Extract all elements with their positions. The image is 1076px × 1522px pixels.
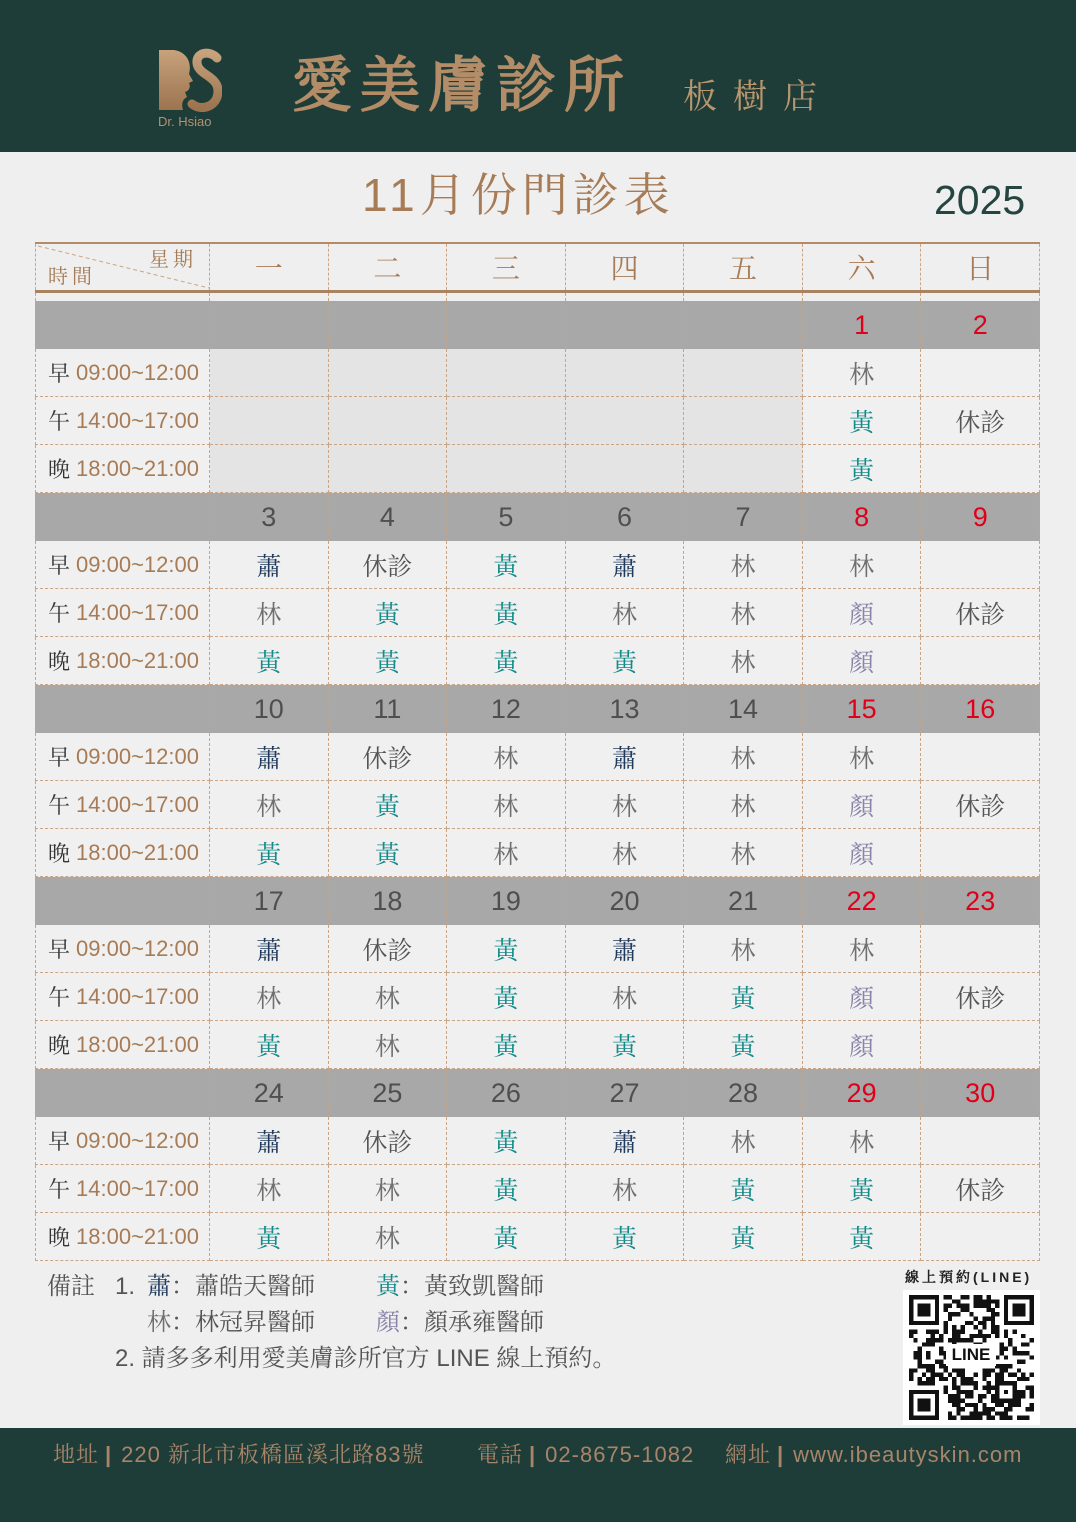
schedule-cell: 黃 xyxy=(210,637,329,685)
schedule-cell: 黃 xyxy=(329,781,448,829)
schedule-body xyxy=(35,301,1040,1261)
date-cell: 3 xyxy=(210,493,329,541)
weekday-thu: 四 xyxy=(566,244,685,290)
schedule-cell xyxy=(329,445,448,493)
corner-cell xyxy=(35,244,210,290)
schedule-cell: 休診 xyxy=(921,781,1040,829)
spacer-cell xyxy=(210,293,329,301)
legend-abbr-yan: 顏 xyxy=(376,1309,400,1336)
date-row-time-cell xyxy=(35,877,210,925)
week-date-row xyxy=(35,301,1040,349)
session-row xyxy=(35,445,1040,493)
session-row xyxy=(35,637,1040,685)
session-time-cell xyxy=(35,781,210,829)
logo-caption: Dr. Hsiao xyxy=(158,114,212,129)
schedule-cell: 黃 xyxy=(447,1165,566,1213)
session-label: 午 xyxy=(48,601,71,626)
schedule-cell: 黃 xyxy=(566,1213,685,1261)
schedule-cell: 休診 xyxy=(329,925,448,973)
spacer-cell xyxy=(803,293,922,301)
schedule-cell xyxy=(210,349,329,397)
schedule-cell: 黃 xyxy=(210,1213,329,1261)
date-row-time-cell xyxy=(35,685,210,733)
session-label: 晚 xyxy=(48,1225,71,1250)
line-qr-code xyxy=(903,1290,1040,1425)
schedule-cell: 林 xyxy=(684,733,803,781)
session-row xyxy=(35,1213,1040,1261)
schedule-cell: 黃 xyxy=(684,1165,803,1213)
session-time-cell xyxy=(35,397,210,445)
legend-name-yan: ：顏承雍醫師 xyxy=(400,1309,544,1336)
schedule-cell xyxy=(921,1021,1040,1069)
date-cell: 11 xyxy=(329,685,448,733)
spacer-cell xyxy=(921,293,1040,301)
note-1-number: 1. xyxy=(115,1273,136,1300)
schedule-cell: 林 xyxy=(447,733,566,781)
date-cell: 19 xyxy=(447,877,566,925)
qr-center-label: LINE xyxy=(946,1344,996,1366)
session-label: 午 xyxy=(48,409,71,434)
date-cell: 1 xyxy=(803,301,922,349)
schedule-cell: 林 xyxy=(210,781,329,829)
session-label: 早 xyxy=(48,745,71,770)
schedule-cell: 黃 xyxy=(447,541,566,589)
session-label: 早 xyxy=(48,937,71,962)
schedule-cell xyxy=(447,349,566,397)
schedule-cell: 黃 xyxy=(447,1213,566,1261)
session-time-cell xyxy=(35,637,210,685)
session-row xyxy=(35,1117,1040,1165)
date-cell: 16 xyxy=(921,685,1040,733)
date-cell: 22 xyxy=(803,877,922,925)
session-time: 14:00~17:00 xyxy=(76,791,199,817)
session-time-cell xyxy=(35,925,210,973)
phone-value: 02-8675-1082 xyxy=(545,1442,695,1467)
schedule-cell xyxy=(921,445,1040,493)
date-cell: 18 xyxy=(329,877,448,925)
session-time-cell xyxy=(35,829,210,877)
date-cell: 20 xyxy=(566,877,685,925)
address-value: 220 新北市板橋區溪北路83號 xyxy=(121,1442,425,1467)
session-time: 09:00~12:00 xyxy=(76,359,199,385)
weekday-fri: 五 xyxy=(684,244,803,290)
clinic-logo-icon xyxy=(156,46,222,114)
schedule-cell: 林 xyxy=(329,1021,448,1069)
schedule-cell xyxy=(921,829,1040,877)
session-row xyxy=(35,589,1040,637)
schedule-cell: 顏 xyxy=(803,637,922,685)
session-time: 14:00~17:00 xyxy=(76,407,199,433)
schedule-cell: 蕭 xyxy=(210,733,329,781)
spacer-cell xyxy=(447,293,566,301)
session-row xyxy=(35,781,1040,829)
date-cell: 5 xyxy=(447,493,566,541)
date-cell: 10 xyxy=(210,685,329,733)
session-time-cell xyxy=(35,733,210,781)
session-label: 早 xyxy=(48,361,71,386)
qr-caption: 線上預約(LINE) xyxy=(905,1269,1033,1285)
schedule-cell: 黃 xyxy=(329,637,448,685)
session-label: 晚 xyxy=(48,1033,71,1058)
schedule-cell: 林 xyxy=(566,589,685,637)
week-date-row xyxy=(35,877,1040,925)
schedule-cell xyxy=(921,925,1040,973)
date-cell: 17 xyxy=(210,877,329,925)
session-time-cell xyxy=(35,1021,210,1069)
session-label: 晚 xyxy=(48,457,71,482)
schedule-cell: 黃 xyxy=(447,1021,566,1069)
footer-banner xyxy=(0,1428,1076,1522)
schedule-cell: 休診 xyxy=(329,541,448,589)
schedule-cell: 林 xyxy=(803,733,922,781)
date-cell: 4 xyxy=(329,493,448,541)
schedule-cell: 林 xyxy=(447,781,566,829)
date-cell: 29 xyxy=(803,1069,922,1117)
address-label: 地址 xyxy=(53,1442,100,1467)
schedule-cell: 蕭 xyxy=(210,925,329,973)
schedule-cell xyxy=(921,637,1040,685)
schedule-cell: 蕭 xyxy=(566,733,685,781)
date-cell: 30 xyxy=(921,1069,1040,1117)
session-time-cell xyxy=(35,1165,210,1213)
schedule-cell: 黃 xyxy=(447,973,566,1021)
weekday-header-row xyxy=(35,242,1040,293)
note-2: 2. 請多多利用愛美膚診所官方 LINE 線上預約。 xyxy=(115,1345,617,1372)
schedule-cell: 黃 xyxy=(684,973,803,1021)
schedule-cell xyxy=(566,349,685,397)
schedule-cell: 林 xyxy=(803,541,922,589)
schedule-cell xyxy=(921,541,1040,589)
spacer-cell xyxy=(329,293,448,301)
spacer-cell xyxy=(35,293,210,301)
schedule-cell: 林 xyxy=(210,589,329,637)
schedule-cell: 黃 xyxy=(447,925,566,973)
legend-abbr-huang: 黃 xyxy=(376,1273,400,1300)
schedule-cell: 顏 xyxy=(803,781,922,829)
schedule-cell: 林 xyxy=(447,829,566,877)
weekday-tue: 二 xyxy=(329,244,448,290)
session-label: 午 xyxy=(48,793,71,818)
schedule-cell: 黃 xyxy=(566,637,685,685)
schedule-cell: 黃 xyxy=(210,1021,329,1069)
schedule-cell: 黃 xyxy=(447,589,566,637)
session-row xyxy=(35,829,1040,877)
schedule-cell: 林 xyxy=(684,1117,803,1165)
schedule-cell: 黃 xyxy=(329,589,448,637)
date-cell xyxy=(684,301,803,349)
schedule-cell: 林 xyxy=(684,589,803,637)
date-cell xyxy=(447,301,566,349)
session-label: 午 xyxy=(48,985,71,1010)
week-date-row xyxy=(35,493,1040,541)
schedule-cell: 林 xyxy=(684,781,803,829)
legend-abbr-xiao: 蕭 xyxy=(147,1273,171,1300)
schedule-cell xyxy=(329,397,448,445)
schedule-cell: 林 xyxy=(803,925,922,973)
schedule-cell xyxy=(210,445,329,493)
schedule-cell: 黃 xyxy=(684,1213,803,1261)
schedule-cell: 蕭 xyxy=(210,541,329,589)
schedule-cell: 蕭 xyxy=(210,1117,329,1165)
schedule-cell: 休診 xyxy=(329,1117,448,1165)
header-spacer-row xyxy=(35,293,1040,301)
session-time: 09:00~12:00 xyxy=(76,551,199,577)
weekday-wed: 三 xyxy=(447,244,566,290)
session-time-cell xyxy=(35,541,210,589)
schedule-cell xyxy=(684,445,803,493)
schedule-cell: 顏 xyxy=(803,829,922,877)
clinic-name: 愛美膚診所 xyxy=(292,52,632,119)
schedule-cell: 休診 xyxy=(921,1165,1040,1213)
schedule-cell: 林 xyxy=(684,637,803,685)
schedule-cell: 黃 xyxy=(803,397,922,445)
date-cell: 25 xyxy=(329,1069,448,1117)
date-cell xyxy=(566,301,685,349)
schedule-cell xyxy=(329,349,448,397)
date-cell: 27 xyxy=(566,1069,685,1117)
session-time: 09:00~12:00 xyxy=(76,935,199,961)
session-row xyxy=(35,733,1040,781)
legend-abbr-lin: 林 xyxy=(147,1309,171,1336)
schedule-cell: 蕭 xyxy=(566,1117,685,1165)
footer-separator: | xyxy=(105,1442,113,1467)
session-label: 晚 xyxy=(48,649,71,674)
footer-phone xyxy=(477,1440,694,1470)
session-label: 早 xyxy=(48,553,71,578)
page-title: 11月份門診表 xyxy=(362,169,675,221)
schedule-cell: 蕭 xyxy=(566,925,685,973)
notes-label: 備註 xyxy=(47,1273,95,1300)
schedule-cell xyxy=(566,397,685,445)
weekday-axis-label: 星期 xyxy=(149,249,197,271)
date-cell xyxy=(329,301,448,349)
date-cell: 28 xyxy=(684,1069,803,1117)
session-row xyxy=(35,1165,1040,1213)
session-row xyxy=(35,925,1040,973)
legend-name-huang: ：黃致凱醫師 xyxy=(400,1273,544,1300)
session-label: 午 xyxy=(48,1177,71,1202)
schedule-cell: 休診 xyxy=(921,397,1040,445)
date-cell xyxy=(210,301,329,349)
schedule-cell: 黃 xyxy=(329,829,448,877)
schedule-cell: 林 xyxy=(684,829,803,877)
schedule-cell: 黃 xyxy=(803,445,922,493)
schedule-cell xyxy=(210,397,329,445)
session-time-cell xyxy=(35,1117,210,1165)
schedule-cell: 黃 xyxy=(210,829,329,877)
year-label: 2025 xyxy=(934,177,1026,223)
date-cell: 23 xyxy=(921,877,1040,925)
schedule-cell: 黃 xyxy=(447,1117,566,1165)
schedule-cell: 林 xyxy=(566,829,685,877)
session-row xyxy=(35,973,1040,1021)
legend-name-xiao: ：蕭皓天醫師 xyxy=(171,1273,315,1300)
schedule-cell: 林 xyxy=(803,1117,922,1165)
weekday-mon: 一 xyxy=(210,244,329,290)
schedule-cell xyxy=(684,397,803,445)
date-cell: 8 xyxy=(803,493,922,541)
website-value[interactable]: www.ibeautyskin.com xyxy=(793,1442,1023,1467)
schedule-cell: 林 xyxy=(329,1213,448,1261)
schedule-cell xyxy=(921,349,1040,397)
week-date-row xyxy=(35,685,1040,733)
schedule-cell xyxy=(921,733,1040,781)
session-time: 14:00~17:00 xyxy=(76,1175,199,1201)
schedule-cell: 顏 xyxy=(803,973,922,1021)
schedule-cell: 林 xyxy=(329,973,448,1021)
weekday-sun: 日 xyxy=(921,244,1040,290)
website-label: 網址 xyxy=(725,1442,772,1467)
week-date-row xyxy=(35,1069,1040,1117)
schedule-cell: 黃 xyxy=(803,1165,922,1213)
date-cell: 6 xyxy=(566,493,685,541)
schedule-cell xyxy=(566,445,685,493)
session-time-cell xyxy=(35,589,210,637)
spacer-cell xyxy=(684,293,803,301)
date-cell: 26 xyxy=(447,1069,566,1117)
legend-name-lin: ：林冠昇醫師 xyxy=(171,1309,315,1336)
session-time-cell xyxy=(35,1213,210,1261)
session-time-cell xyxy=(35,349,210,397)
footer-separator: | xyxy=(529,1442,537,1467)
date-cell: 13 xyxy=(566,685,685,733)
schedule-cell: 休診 xyxy=(921,589,1040,637)
schedule-cell: 林 xyxy=(566,781,685,829)
schedule-cell: 黃 xyxy=(803,1213,922,1261)
schedule-cell xyxy=(921,1213,1040,1261)
session-time: 18:00~21:00 xyxy=(76,455,199,481)
spacer-cell xyxy=(566,293,685,301)
header-banner xyxy=(0,0,1076,152)
session-time: 09:00~12:00 xyxy=(76,743,199,769)
date-cell: 14 xyxy=(684,685,803,733)
session-time: 18:00~21:00 xyxy=(76,1223,199,1249)
date-cell: 21 xyxy=(684,877,803,925)
schedule-cell: 林 xyxy=(210,1165,329,1213)
session-time: 18:00~21:00 xyxy=(76,647,199,673)
schedule-cell: 林 xyxy=(210,973,329,1021)
schedule-cell: 黃 xyxy=(566,1021,685,1069)
schedule-cell: 顏 xyxy=(803,1021,922,1069)
session-row xyxy=(35,349,1040,397)
schedule-cell: 休診 xyxy=(329,733,448,781)
date-cell: 12 xyxy=(447,685,566,733)
weekday-sat: 六 xyxy=(803,244,922,290)
schedule-cell: 林 xyxy=(684,925,803,973)
date-cell: 24 xyxy=(210,1069,329,1117)
session-time-cell xyxy=(35,445,210,493)
session-time-cell xyxy=(35,973,210,1021)
date-cell: 7 xyxy=(684,493,803,541)
date-cell: 15 xyxy=(803,685,922,733)
footer-website xyxy=(725,1440,1022,1470)
branch-name: 板樹店 xyxy=(683,78,833,116)
schedule-cell: 黃 xyxy=(447,637,566,685)
date-cell: 2 xyxy=(921,301,1040,349)
date-row-time-cell xyxy=(35,301,210,349)
session-time: 18:00~21:00 xyxy=(76,839,199,865)
schedule-cell xyxy=(447,445,566,493)
session-label: 晚 xyxy=(48,841,71,866)
session-time: 14:00~17:00 xyxy=(76,599,199,625)
schedule-cell: 蕭 xyxy=(566,541,685,589)
session-row xyxy=(35,541,1040,589)
schedule-cell: 黃 xyxy=(684,1021,803,1069)
schedule-table xyxy=(35,242,1040,1261)
schedule-cell xyxy=(684,349,803,397)
date-row-time-cell xyxy=(35,1069,210,1117)
footer-address xyxy=(53,1440,424,1470)
time-axis-label: 時間 xyxy=(48,266,96,288)
date-row-time-cell xyxy=(35,493,210,541)
schedule-cell: 林 xyxy=(329,1165,448,1213)
session-label: 早 xyxy=(48,1129,71,1154)
date-cell: 9 xyxy=(921,493,1040,541)
schedule-cell: 休診 xyxy=(921,973,1040,1021)
session-row xyxy=(35,397,1040,445)
session-time: 09:00~12:00 xyxy=(76,1127,199,1153)
schedule-cell xyxy=(921,1117,1040,1165)
schedule-cell: 顏 xyxy=(803,589,922,637)
session-row xyxy=(35,1021,1040,1069)
schedule-cell xyxy=(447,397,566,445)
schedule-cell: 林 xyxy=(566,1165,685,1213)
schedule-cell: 林 xyxy=(566,973,685,1021)
schedule-cell: 林 xyxy=(803,349,922,397)
session-time: 18:00~21:00 xyxy=(76,1031,199,1057)
phone-label: 電話 xyxy=(477,1442,524,1467)
schedule-cell: 林 xyxy=(684,541,803,589)
footer-separator: | xyxy=(777,1442,785,1467)
session-time: 14:00~17:00 xyxy=(76,983,199,1009)
